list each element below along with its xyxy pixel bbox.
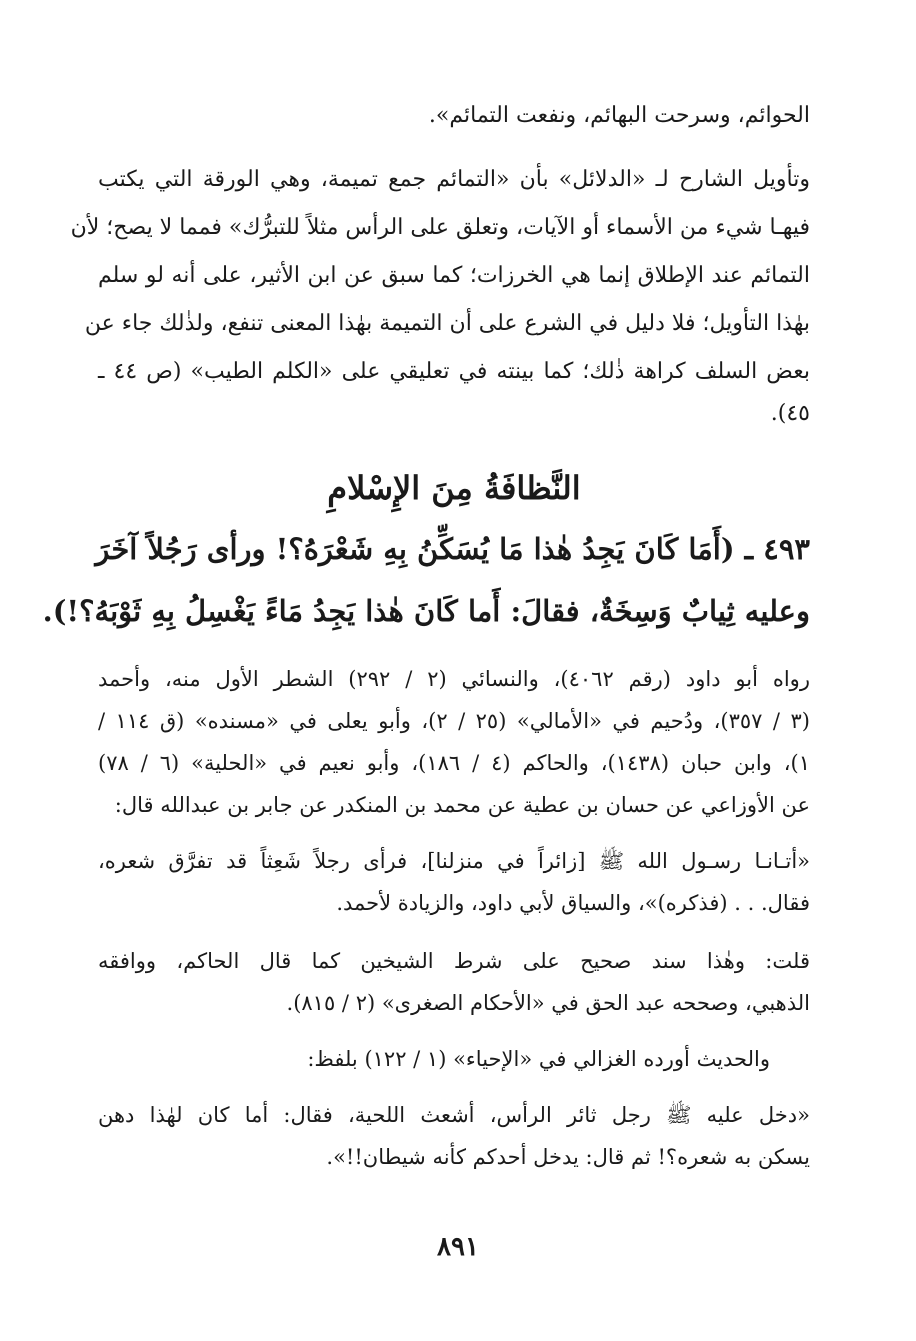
ghazali-paragraph	[98, 1038, 810, 1080]
intro-line-5: بهٰذا التأويل؛ فلا دليل في الشرع على أن التميمة بهٰذا المعنى تنفع، ولذٰلك جاء عن	[84, 311, 810, 336]
comment-line-2: الذهبي، وصححه عبد الحق في «الأحكام الصغرى» (٢ / ٨١٥).	[286, 991, 810, 1015]
page-number: ٨٩١	[437, 1232, 479, 1262]
takhrij-line-3: ١)، وابن حبان (١٤٣٨)، والحاكم (٤ / ١٨٦)، وأبو نعيم في «الحلية» (٦ / ٧٨)	[98, 751, 810, 775]
intro-line-2: وتأويل الشارح لـ «الدلائل» بأن «التمائم جمع تميمة، وهي الورقة التي يكتب	[98, 167, 810, 192]
paragraph-gap	[98, 826, 810, 840]
quote1-line-1: «أتـانـا رسـول الله ﷺ [زائراً في منزلنا]، فرأى رجلاً شَعِثاً قد تفرَّق شعره،	[98, 849, 810, 873]
takhrij-line-2: (٣ / ٣٥٧)، ودُحيم في «الأمالي» (٢٥ / ٢)، وأبو يعلى في «مسنده» (ق ١١٤ /	[98, 709, 810, 733]
section-title: النَّظافَةُ مِنَ الإِسْلامِ	[327, 469, 581, 507]
ghazali-line-1: والحديث أورده الغزالي في «الإحياء» (١ / ١٢٢) بلفظ:	[307, 1047, 770, 1071]
quote2-line-1: «دخل عليه ﷺ رجل ثائر الرأس، أشعث اللحية، فقال: أما كان لهٰذا دهن	[98, 1103, 810, 1127]
takhrij-line-4: عن الأوزاعي عن حسان بن عطية عن محمد بن المنكدر عن جابر بن عبدالله قال:	[114, 793, 810, 817]
takhrij-line-1: رواه أبو داود (رقم ٤٠٦٢)، والنسائي (٢ / ٢٩٢) الشطر الأول منه، وأحمد	[98, 667, 810, 691]
takhrij-paragraph	[98, 658, 810, 826]
paragraph-gap	[98, 1080, 810, 1094]
paragraph-gap	[98, 1024, 810, 1038]
hadith-line-1: ٤٩٣ ـ (أَمَا كَانَ يَجِدُ هٰذا مَا يُسَكِّنُ بِهِ شَعْرَهُ؟! ورأى رَجُلاً آخَرَ	[95, 532, 810, 566]
paragraph-gap	[98, 140, 810, 156]
quote2-line-2: يسكن به شعره؟! ثم قال: يدخل أحدكم كأنه شيطان!!».	[326, 1145, 810, 1169]
intro-line-3: فيهـا شيء من الأسماء أو الآيات، وتعلق على الرأس مثلاً للتبرُّك» فمما لا يصح؛ لأن	[70, 215, 810, 240]
intro-line-1: الحوائم، وسرحت البهائم، ونفعت التمائم».	[428, 103, 810, 128]
comment-line-1: قلت: وهٰذا سند صحيح على شرط الشيخين كما قال الحاكم، ووافقه	[98, 949, 810, 973]
intro-line-7: ٤٥).	[770, 401, 810, 426]
comment-paragraph	[98, 940, 810, 1024]
quote-paragraph-1	[98, 840, 810, 924]
intro-line-4: التمائم عند الإطلاق إنما هي الخرزات؛ كما سبق عن ابن الأثير، على أنه لو سلم	[98, 263, 810, 288]
intro-line-6: بعض السلف كراهة ذٰلك؛ كما بينته في تعليقي على «الكلم الطيب» (ص ٤٤ ـ	[98, 359, 810, 384]
intro-paragraph	[70, 92, 810, 432]
quote1-line-2: فقال. . . (فذكره)»، والسياق لأبي داود، والزيادة لأحمد.	[336, 891, 810, 915]
page-body	[42, 92, 810, 1178]
paragraph-gap	[98, 642, 810, 658]
hadith-line-2: وعليه ثِيابٌ وَسِخَةٌ، فقالَ: أَما كَانَ هٰذا يَجِدُ مَاءً يَغْسِلُ بِهِ ثَوْبَهُ؟!).	[42, 594, 810, 628]
hadith-text	[42, 518, 810, 642]
paragraph-gap	[98, 924, 810, 940]
quote-paragraph-2	[98, 1094, 810, 1178]
